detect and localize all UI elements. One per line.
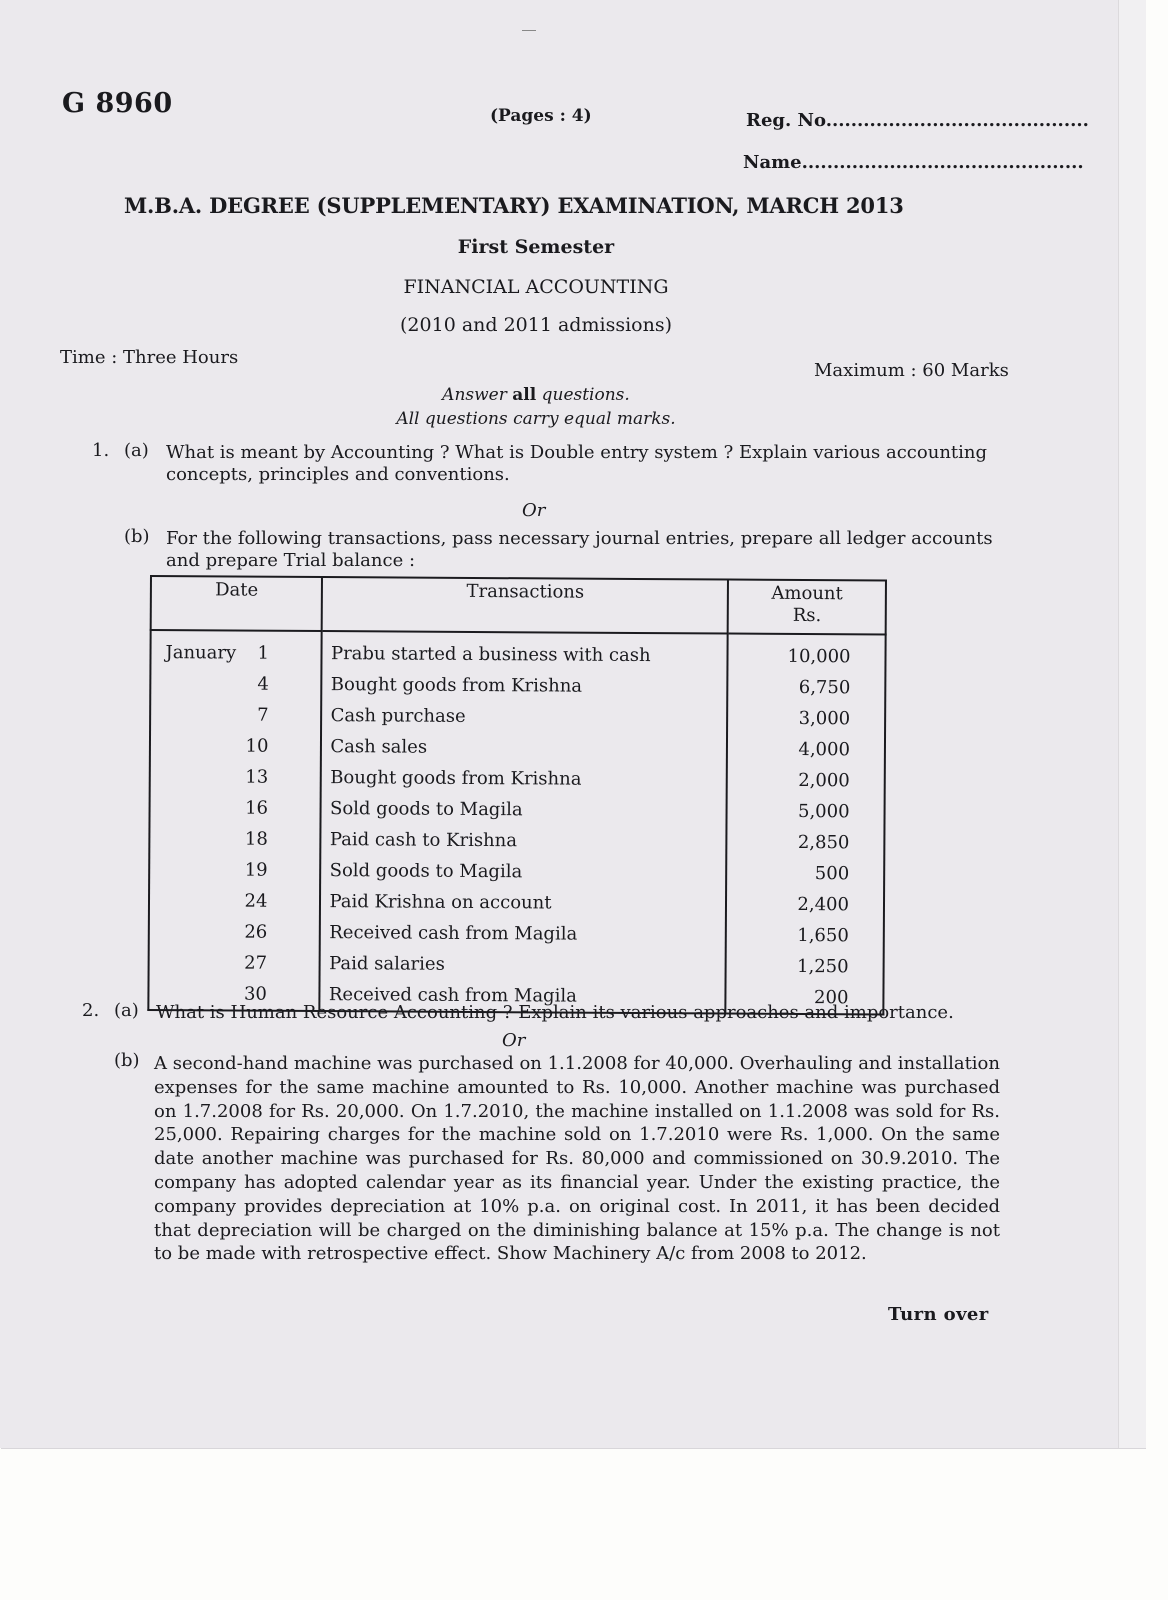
question-1a-label: (a): [124, 440, 149, 461]
question-2-number: 2.: [82, 1000, 100, 1021]
subject: FINANCIAL ACCOUNTING: [403, 276, 669, 298]
date-day: 1: [257, 642, 270, 664]
table-row: [150, 699, 885, 734]
date-day: 16: [245, 797, 269, 819]
question-1-or: Or: [522, 500, 546, 521]
date-cell: [150, 730, 322, 762]
exam-title: M.B.A. DEGREE (SUPPLEMENTARY) EXAMINATION, MARCH 2013: [124, 193, 904, 218]
date-cell: [149, 854, 321, 886]
question-1b-text: For the following transactions, pass necessary journal entries, prepare all ledger accounts and prepare Trial balance :: [166, 528, 993, 571]
table-header-row: [151, 576, 886, 634]
amount-cell: 2,400: [726, 889, 884, 921]
transaction-cell: Paid cash to Krishna: [321, 824, 727, 857]
date-day: 30: [243, 983, 267, 1005]
amount-cell: 200: [726, 982, 884, 1015]
transaction-cell: Cash sales: [321, 731, 727, 764]
transactions-table: [147, 575, 887, 1015]
date-day: 24: [244, 890, 268, 912]
transaction-cell: Paid Krishna on account: [320, 886, 726, 919]
date-cell: [149, 792, 321, 824]
table-row: [149, 885, 884, 920]
date-cell: [149, 823, 321, 855]
amount-cell: 1,650: [726, 920, 884, 952]
reg-no-field: [746, 110, 1089, 131]
question-1b-label: (b): [124, 526, 150, 547]
date-cell: [150, 630, 322, 669]
instruction-post: questions.: [536, 385, 630, 405]
date-cell: [149, 916, 321, 948]
header-amount-line1: Amount: [771, 582, 843, 605]
transaction-cell: Received cash from Magila: [320, 917, 726, 950]
instruction-bold: all: [512, 385, 537, 405]
page-count: (Pages : 4): [490, 106, 592, 126]
question-2b-text: A second-hand machine was purchased on 1.1.2008 for 40,000. Overhauling and installation expenses for the same machine amounted to Rs. 10,000. Another machine was purchased on 1.7.2008 for Rs. 20,000. On 1.7.2010, the machine installed on 1.1.2008 was sold for Rs. 25,000. Repairing charges for the machine sold on 1.7.2010 were Rs. 1,000. On the same date another machine was purchased for Rs. 80,000 and commissioned on 30.9.2010. The company has adopted calendar year as its financial year. Under the existing practice, the company provides depreciation at 10% p.a. on original cost. In 2011, it has been decided that depreciation will be charged on the diminishing balance at 15% p.a. The change is not to be made with retrospective effect. Show Machinery A/c from 2008 to 2012.: [154, 1053, 1000, 1265]
date-cell: [150, 761, 322, 793]
transaction-cell: Paid salaries: [320, 948, 726, 981]
date-day: 18: [244, 828, 268, 850]
paper-edge: [1118, 0, 1146, 1448]
date-day: 10: [245, 735, 269, 757]
scan-mark: [522, 30, 536, 31]
date-month: January: [165, 642, 237, 664]
name-label: Name: [743, 152, 802, 173]
date-day: 26: [244, 921, 268, 943]
date-day: 4: [257, 673, 269, 695]
amount-cell: 3,000: [727, 703, 885, 735]
table-row: [149, 947, 884, 982]
amount-cell: 2,000: [727, 765, 885, 797]
name-dots: .............................................: [801, 152, 1084, 173]
amount-cell: 1,250: [726, 951, 884, 983]
transaction-cell: Sold goods to Magila: [321, 793, 727, 826]
question-2a-label: (a): [114, 1000, 139, 1021]
question-1a-text: What is meant by Accounting ? What is Double entry system ? Explain various accounting concepts, principles and conventions.: [166, 442, 988, 485]
transaction-cell: Received cash from Magila: [320, 979, 726, 1013]
transaction-cell: Cash purchase: [322, 700, 728, 733]
amount-cell: 10,000: [728, 634, 886, 673]
transaction-cell: Prabu started a business with cash: [322, 631, 728, 671]
transaction-cell: Bought goods from Krishna: [321, 762, 727, 795]
maximum-marks: Maximum : 60 Marks: [814, 360, 1009, 381]
amount-cell: 2,850: [727, 827, 885, 859]
table-row: [149, 854, 884, 889]
table-row: [150, 761, 885, 796]
reg-no-label: Reg. No: [746, 110, 826, 131]
instruction-equal-marks: All questions carry equal marks.: [396, 409, 676, 429]
time-allowed: Time : Three Hours: [60, 347, 239, 368]
semester: First Semester: [457, 236, 615, 258]
date-cell: [149, 885, 321, 917]
reg-no-dots: ..........................................: [825, 110, 1089, 131]
table-row: [149, 916, 884, 951]
date-day: 7: [257, 704, 269, 726]
table-row: [149, 823, 884, 858]
table-row: [150, 730, 885, 765]
transaction-cell: Sold goods to Magila: [321, 855, 727, 888]
question-2b-label: (b): [114, 1050, 140, 1071]
header-amount-line2: Rs.: [792, 604, 822, 627]
header-amount: [728, 580, 886, 635]
name-field: [743, 152, 1084, 173]
instruction-pre: Answer: [442, 385, 513, 405]
header-transactions: Transactions: [322, 577, 728, 633]
admissions: (2010 and 2011 admissions): [400, 314, 672, 336]
transaction-cell: Bought goods from Krishna: [322, 669, 728, 702]
question-2a-text: What is Human Resource Accounting ? Explain its various approaches and importance.: [156, 1002, 954, 1023]
amount-cell: 5,000: [727, 796, 885, 828]
table-row: [149, 792, 884, 827]
table-row: [150, 630, 885, 672]
turn-over: Turn over: [888, 1304, 989, 1325]
paper-code: G 8960: [62, 88, 173, 119]
header-date: Date: [151, 576, 323, 631]
date-cell: [149, 947, 321, 979]
instruction-answer-all: [0, 385, 1072, 405]
amount-cell: 6,750: [728, 672, 886, 704]
question-1-number: 1.: [92, 440, 110, 461]
amount-cell: 4,000: [727, 734, 885, 766]
table-row: [150, 668, 885, 703]
question-2-or: Or: [502, 1030, 526, 1051]
amount-cell: 500: [727, 858, 885, 890]
date-day: 13: [245, 766, 269, 788]
date-day: 19: [244, 859, 268, 881]
date-cell: [150, 699, 322, 731]
date-cell: [150, 668, 322, 700]
date-day: 27: [244, 952, 268, 974]
